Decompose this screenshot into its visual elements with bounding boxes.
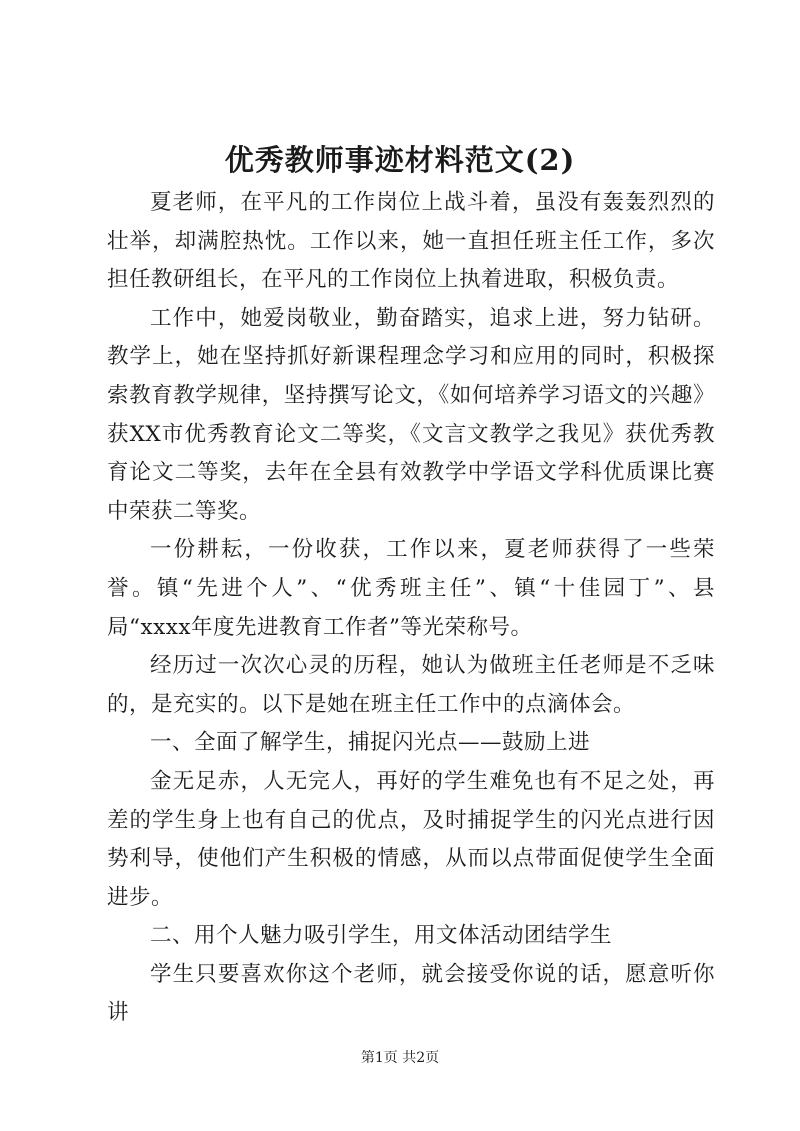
document-title: 优秀教师事迹材料范文(2) [224,143,576,177]
paragraph: 学生只要喜欢你这个老师，就会接受你说的话，愿意听你讲 [107,961,715,1026]
section-heading: 二、用个人魅力吸引学生，用文体活动团结学生 [150,923,613,949]
paragraph: 经历过一次次心灵的历程，她认为做班主任老师是不乏味的，是充实的。以下是她在班主任工作中的点滴体会。 [107,653,715,717]
paragraph: 一份耕耘，一份收获，工作以来，夏老师获得了一些荣誉。镇“先进个人”、“优秀班主任”、镇“十佳园丁”、县局“xxxx年度先进教育工作者”等光荣称号。 [107,537,715,640]
paragraph: 夏老师，在平凡的工作岗位上战斗着，虽没有轰轰烈烈的壮举，却满腔热忱。工作以来，她一直担任班主任工作，多次担任教研组长，在平凡的工作岗位上执着进取，积极负责。 [107,190,715,293]
section-heading: 一、全面了解学生，捕捉闪光点——鼓励上进 [150,730,591,756]
paragraph: 金无足赤，人无完人，再好的学生难免也有不足之处，再差的学生身上也有自己的优点，及时捕捉学生的闪光点进行因势利导，使他们产生积极的情感，从而以点带面促使学生全面进步。 [107,768,715,910]
paragraph: 工作中，她爱岗敬业，勤奋踏实，追求上进，努力钻研。教学上，她在坚持抓好新课程理念学习和应用的同时，积极探索教育教学规律，坚持撰写论文，《如何培养学习语文的兴趣》获XX市优秀教育论文二等奖，《文言文教学之我见》获优秀教育论文二等奖，去年在全县有效教学中学语文学科优质课比赛中荣获二等奖。 [107,305,715,524]
page-number-footer: 第1页 共2页 [360,1050,440,1066]
document-body [107,184,715,1033]
